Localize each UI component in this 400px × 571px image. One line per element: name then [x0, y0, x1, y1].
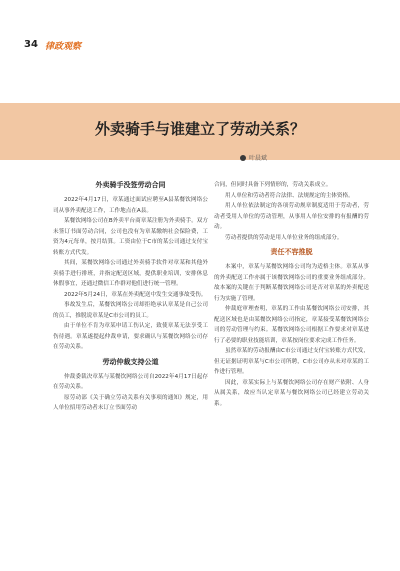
page-number: 34 — [24, 39, 38, 50]
paragraph: 劳动者提供的劳动是用人单位业务的组成部分。 — [225, 234, 343, 241]
paragraph: 某餐饮网络公司在B外卖平台商章某注册为外卖骑手。双方未签订书面劳动合同，公司也没有为章某缴纳社会保险费，工资为4元每单，按月结算。工资由位于C市的某公司通过支付宝转账方式代发。 — [53, 218, 208, 256]
paragraph: 原劳动部《关于确立劳动关系有关事项的通知》规定，用人单位招用劳动者未订立书面劳动 — [53, 394, 208, 411]
section-heading: 劳动仲裁支持公道 — [102, 357, 159, 366]
paragraph: 仲裁委裁决章某与某餐饮网络公司自2022年4月17日起存在劳动关系。 — [53, 373, 208, 390]
right-column — [214, 180, 369, 409]
paragraph: 合同，但同时具备下列情形的，劳动关系成立。 — [214, 182, 332, 188]
paragraph: 由于单位不肯为章某申请工伤认定，致使章某无法享受工伤待遇。章某遂提起仲裁申请，要求确认与某餐饮网络公司存在劳动关系。 — [53, 323, 208, 350]
page-header — [0, 0, 400, 60]
author-byline — [240, 153, 267, 162]
paragraph: 仲裁庭审理查明，章某的工作由某餐饮网络公司安排，其配送区域也是由某餐饮网络公司指定，章某接受某餐饮网络公司的劳动管理与约束。某餐饮网络公司根据工作要求对章某进行了必要的职业技能培训，章某按岗位要求完成工作任务。 — [214, 306, 369, 344]
paragraph: 用人单位和劳动者符合法律、法规规定的主体资格。 — [225, 192, 354, 199]
paragraph: 2022年5月24日，章某在外卖配送中发生交通事故受伤。 — [64, 291, 207, 298]
author-icon — [240, 155, 246, 161]
section-heading: 责任不容推脱 — [270, 248, 313, 256]
paragraph: 用人单位依法制定的各项劳动规章制度适用于劳动者，劳动者受用人单位的劳动管理，从事用人单位安排的有报酬的劳动。 — [214, 203, 369, 230]
left-column — [53, 180, 208, 414]
paragraph: 其间，某餐饮网络公司通过外卖骑手软件对章某和其他外卖骑手进行排班，并指定配送区域，提供职业培训，安排休息休假事宜，还通过微信工作群对他们进行统一管理。 — [53, 260, 208, 287]
paragraph: 因此，章某实际上与某餐饮网络公司存在财产依附、人身从属关系，故应当认定章某与餐饮网络公司已经建立劳动关系。 — [214, 379, 369, 407]
section-heading: 外卖骑手没签劳动合同 — [95, 181, 166, 189]
author-name: 叶晨斌 — [249, 155, 268, 162]
paragraph: 虽然章某的劳动报酬由C市公司通过支付宝转账方式代发，但无证据证明章某与C市公司所聘，C市公司亦从未对章某的工作进行管理。 — [214, 348, 369, 375]
paragraph: 事故发生后，某餐饮网络公司却拒绝承认章某是自己公司的员工，推脱说章某是C市公司的员工。 — [53, 302, 208, 319]
paragraph: 2022年4月17日，章某通过面试应聘至A县某餐饮网络公司从事外卖配送工作，工作地点在A县。 — [53, 197, 208, 214]
article-title: 外卖骑手与谁建立了劳动关系？ — [94, 120, 305, 138]
paragraph: 本案中，章某与某餐饮网络公司均为适格主体。章某从事的外卖配送工作亦属于该餐饮网络公司的重要业务组成部分。故本案的关键在于判断某餐饮网络公司是否对章某的外卖配送行为实施了管理。 — [214, 264, 369, 302]
magazine-brand: 律政观察 — [45, 42, 82, 52]
